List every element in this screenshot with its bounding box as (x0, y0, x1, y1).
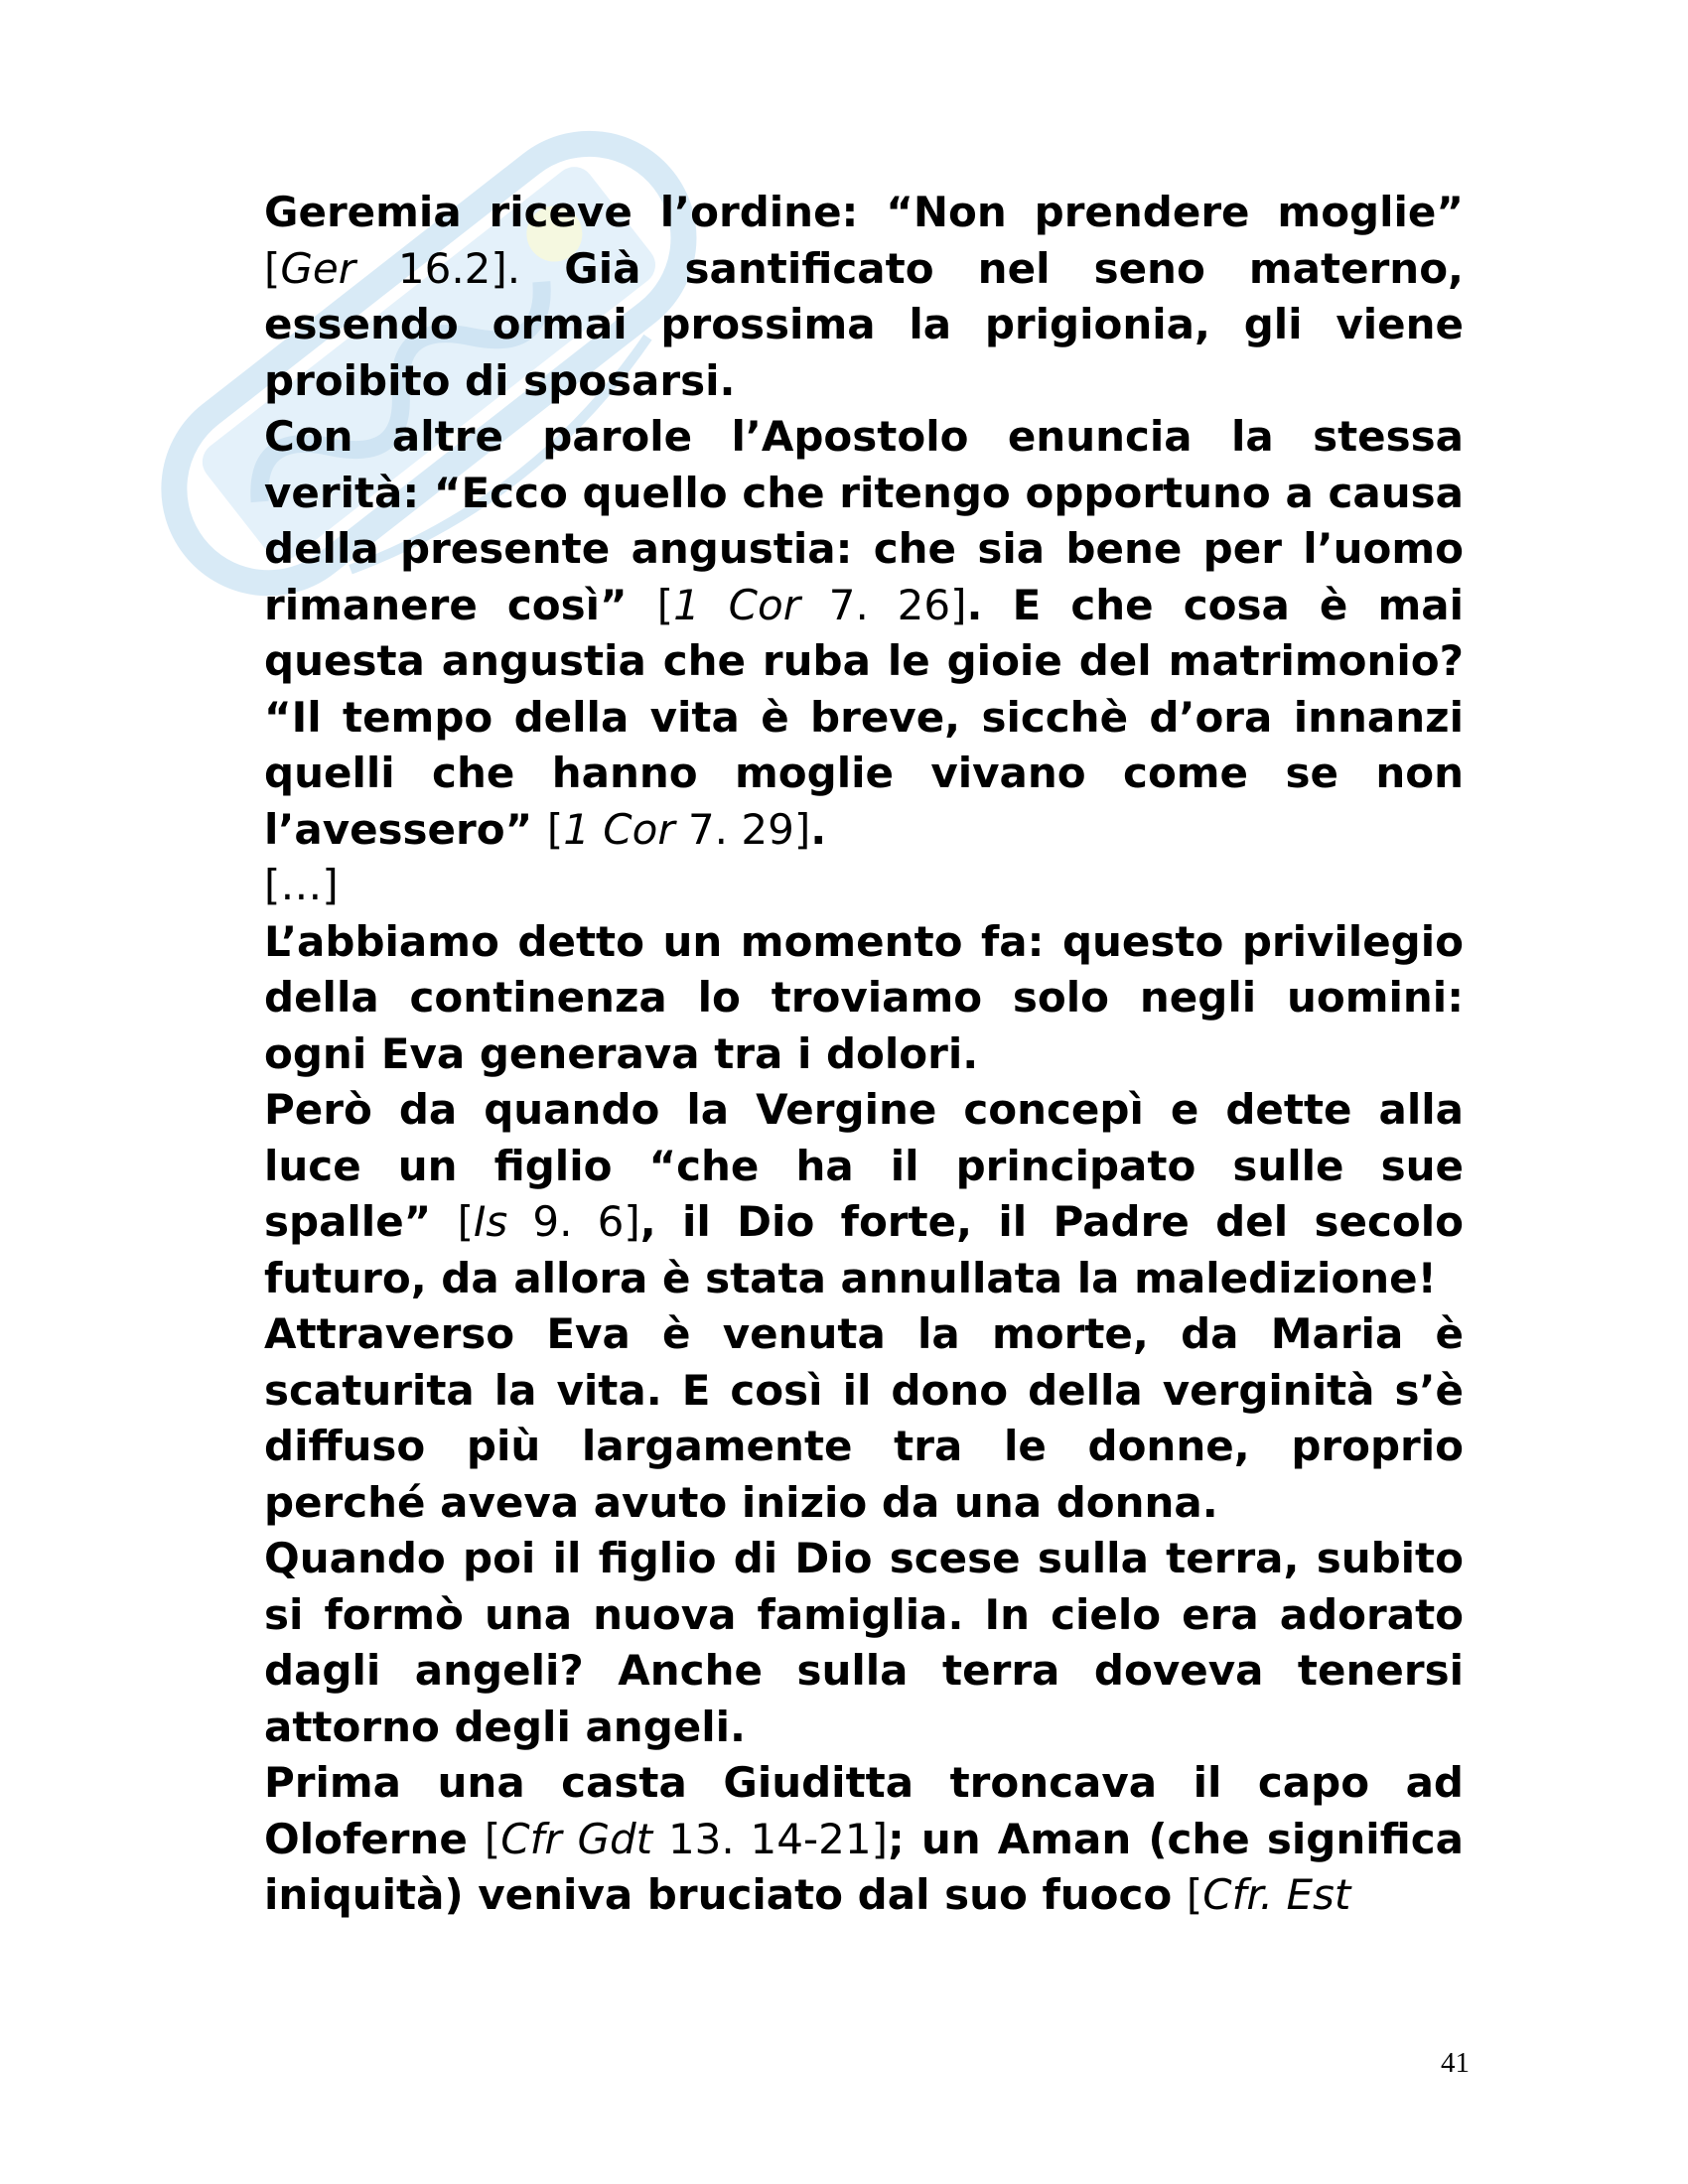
text-run: Con altre parole l’Apostolo enuncia la stessa verità: “Ecco quello che ritengo opportuno a causa della presente angustia: che sia bene per l’uomo rimanere così” (264, 412, 1464, 629)
text-run: . (810, 804, 827, 854)
paragraph (264, 185, 1464, 409)
citation-reference: Cfr. Est (1202, 1870, 1351, 1919)
citation-reference: 1 Cor (563, 804, 675, 854)
paragraph (264, 1531, 1464, 1755)
text-run: L’abbiamo detto un momento fa: questo privilegio della continenza lo troviamo solo negli uomini: ogni Eva generava tra i dolori. (264, 916, 1464, 1078)
citation-reference: Cfr Gdt (500, 1814, 653, 1863)
text-run: Quando poi il figlio di Dio scese sulla terra, subito si formò una nuova famiglia. In cielo era adorato dagli angeli? Anche sulla terra doveva tenersi attorno degli angeli. (264, 1534, 1464, 1751)
text-run: Geremia riceve l’ordine: “Non prendere moglie” (264, 188, 1464, 236)
paragraph (264, 1755, 1464, 1924)
text-run: 13. 14-21] (652, 1814, 888, 1863)
text-run: […] (264, 861, 339, 909)
text-run: Attraverso Eva è venuta la morte, da Maria è scaturita la vita. E così il dono della verginità s’è diffuso più largamente tra le donne, proprio perché aveva avuto inizio da una donna. (264, 1309, 1464, 1527)
paragraph (264, 1306, 1464, 1531)
text-run: Prima una casta Giuditta troncava il capo ad Oloferne (264, 1758, 1464, 1863)
text-run: , il Dio forte, il Padre del secolo futuro, da allora è stata annullata la maledizione! (264, 1197, 1464, 1302)
page-number: 41 (1441, 2047, 1470, 2079)
paragraph (264, 858, 1464, 914)
text-run: 9. 6] (507, 1197, 640, 1246)
citation-reference: Is (474, 1197, 508, 1246)
text-run: 7. 29] (674, 804, 811, 854)
text-run: ; un Aman (che significa iniquità) veniva bruciato dal suo fuoco (264, 1814, 1464, 1919)
text-run: [ (264, 243, 281, 293)
text-run: [ (457, 1197, 475, 1246)
paragraph (264, 1082, 1464, 1306)
text-run: Già santificato nel seno materno, essendo ormai prossima la prigionia, gli viene proibito di sposarsi. (264, 243, 1464, 405)
text-run: [ (546, 804, 564, 854)
text-run: Però da quando la Vergine concepì e dette alla luce un figlio “che ha il principato sulle sue spalle” (264, 1085, 1464, 1246)
body-text (264, 185, 1464, 1924)
text-run: 16.2]. (355, 243, 521, 293)
text-run: [ (484, 1814, 501, 1863)
text-run: [ (656, 580, 674, 629)
paragraph (264, 914, 1464, 1083)
citation-reference: 1 Cor (673, 580, 800, 629)
citation-reference: Ger (280, 243, 356, 293)
paragraph (264, 409, 1464, 858)
text-run: [ (1186, 1870, 1203, 1919)
text-run: 7. 26] (799, 580, 967, 629)
text-run: . E che cosa è mai questa angustia che ruba le gioie del matrimonio? “Il tempo della vita è breve, sicchè d’ora innanzi quelli che hanno moglie vivano come se non l’avessero” (264, 580, 1464, 854)
